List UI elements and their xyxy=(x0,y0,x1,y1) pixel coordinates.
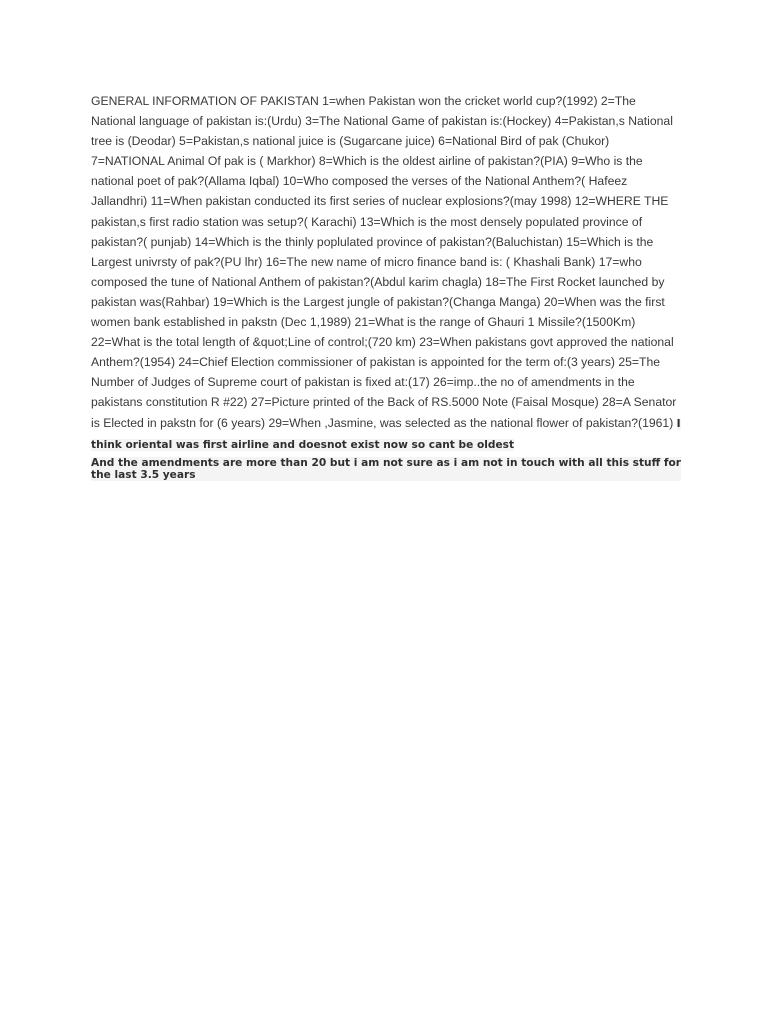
comment-amendments: And the amendments are more than 20 but i am not sure as i am not in touch with all this stuff for the last 3.5 years xyxy=(91,456,681,481)
document-body xyxy=(91,91,681,455)
document-content xyxy=(91,91,681,481)
comment-oriental-airline: I think oriental was first airline and doesnot exist now so cant be oldest xyxy=(91,417,681,451)
general-info-paragraph: GENERAL INFORMATION OF PAKISTAN 1=when Pakistan won the cricket world cup?(1992) 2=The National language of pakistan is:(Urdu) 3=The National Game of pakistan is:(Hockey) 4=Pakistan,s National tree is (Deodar) 5=Pakistan,s national juice is (Sugarcane juice) 6=National Bird of pak (Chukor) 7=NATIONAL Animal Of pak is ( Markhor) 8=Which is the oldest airline of pakistan?(PIA) 9=Who is the national poet of pak?(Allama Iqbal) 10=Who composed the verses of the National Anthem?( Hafeez Jallandhri) 11=When pakistan conducted its first series of nuclear explosions?(may 1998) 12=WHERE THE pakistan,s first radio station was setup?( Karachi) 13=Which is the most densely populated province of pakistan?( punjab) 14=Which is the thinly poplulated province of pakistan?(Baluchistan) 15=Which is the Largest univrsty of pak?(PU lhr) 16=The new name of micro finance band is: ( Khashali Bank) 17=who composed the tune of National Anthem of pakistan?(Abdul karim chagla) 18=The First Rocket launched by pakistan was(Rahbar) 19=Which is the Largest jungle of pakistan?(Changa Manga) 20=When was the first women bank established in pakstn (Dec 1,1989) 21=What is the range of Ghauri 1 Missile?(1500Km) 22=What is the total length of &quot;Line of control;(720 km) 23=When pakistans govt approved the national Anthem?(1954) 24=Chief Election commissioner of pakistan is appointed for the term of:(3 years) 25=The Number of Judges of Supreme court of pakistan is fixed at:(17) 26=imp..the no of amendments in the pakistans constitution R #22) 27=Picture printed of the Back of RS.5000 Note (Faisal Mosque) 28=A Senator is Elected in pakstn for (6 years) 29=When ,Jasmine, was selected as the national flower of pakistan?(1961) xyxy=(91,94,677,430)
